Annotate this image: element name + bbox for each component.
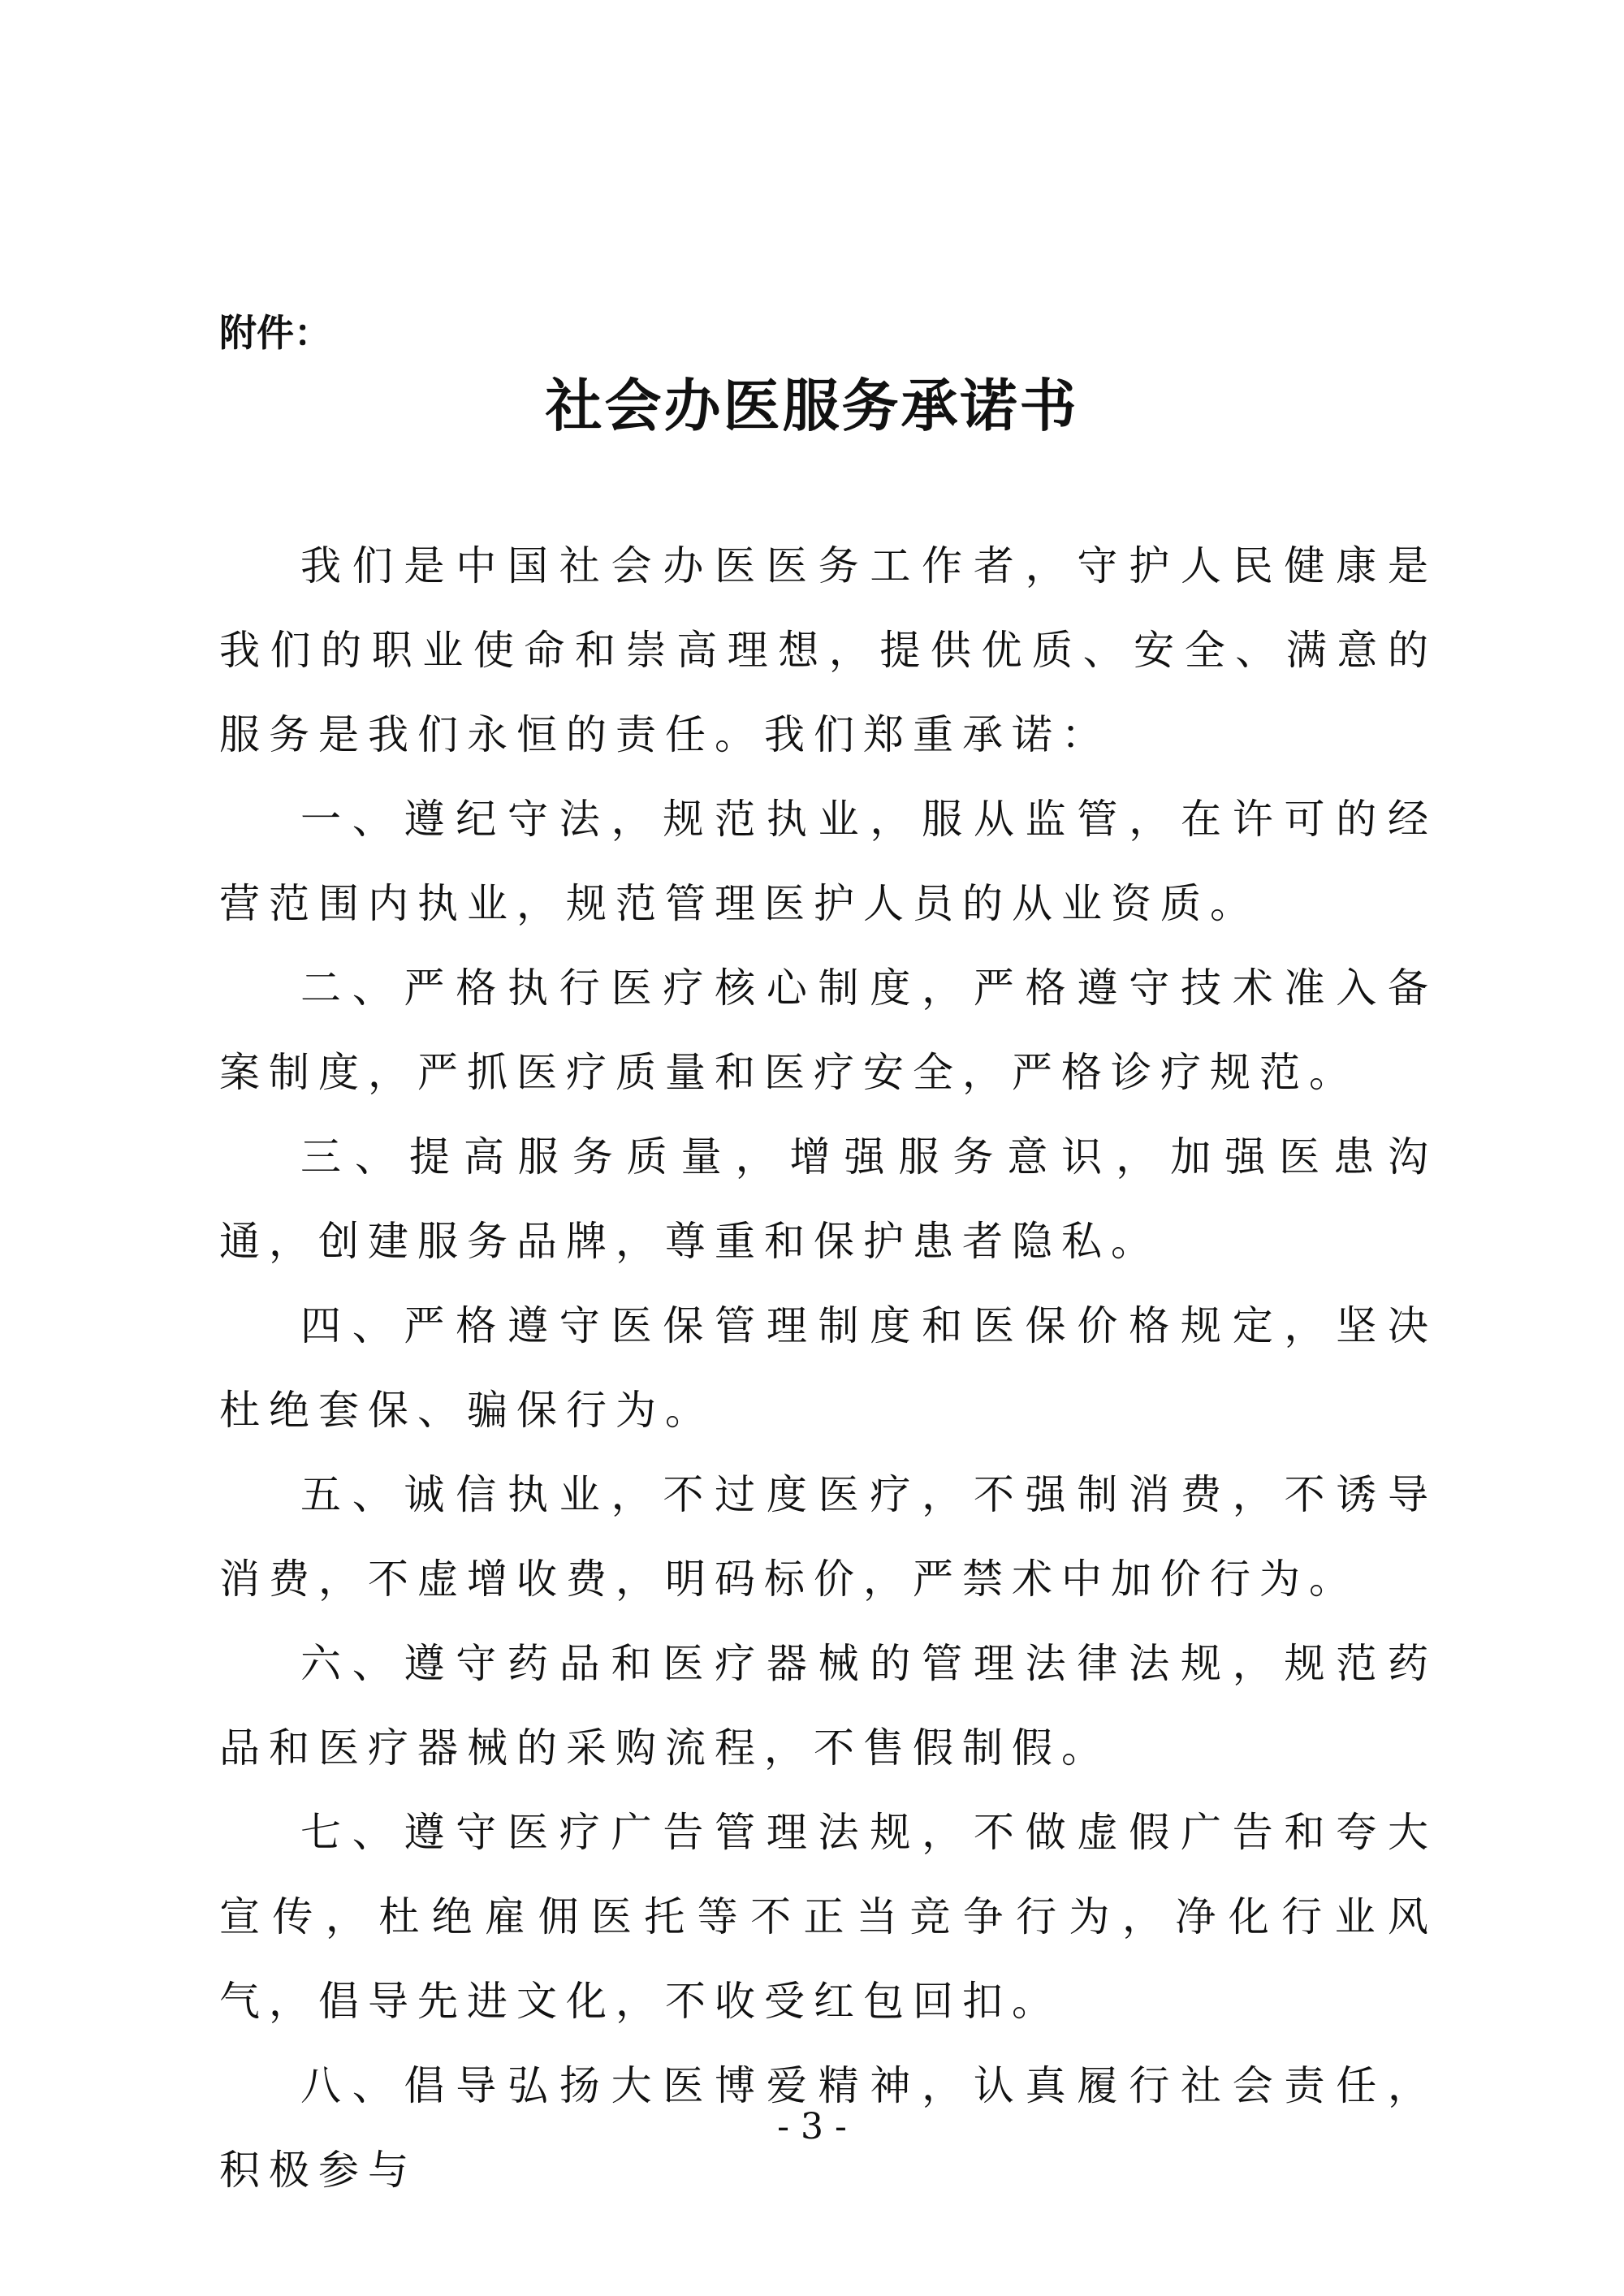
paragraph-item-6: 六、遵守药品和医疗器械的管理法律法规，规范药品和医疗器械的采购流程，不售假制假。 xyxy=(219,1640,1437,1772)
paragraph-item-7: 七、遵守医疗广告管理法规，不做虚假广告和夸大宣传，杜绝雇佣医托等不正当竞争行为，净化行业风气，倡导先进文化，不收受红包回扣。 xyxy=(219,1809,1437,2025)
paragraph-item-1: 一、遵纪守法，规范执业，服从监管，在许可的经营范围内执业，规范管理医护人员的从业资质。 xyxy=(219,796,1437,927)
paragraph-item-4: 四、严格遵守医保管理制度和医保价格规定，坚决杜绝套保、骗保行为。 xyxy=(219,1302,1437,1434)
paragraph-item-2: 二、严格执行医疗核心制度，严格遵守技术准入备案制度，严抓医疗质量和医疗安全，严格诊疗规范。 xyxy=(219,965,1437,1096)
attachment-label: 附件： xyxy=(219,311,331,355)
paragraph-item-5: 五、诚信执业，不过度医疗，不强制消费，不诱导消费，不虚增收费，明码标价，严禁术中加价行为。 xyxy=(219,1471,1437,1603)
paragraph-item-8: 八、倡导弘扬大医博爱精神，认真履行社会责任，积极参与 xyxy=(219,2062,1437,2194)
document-title: 社会办医服务承诺书 xyxy=(545,372,1079,439)
paragraph-item-3: 三、提高服务质量，增强服务意识，加强医患沟通，创建服务品牌，尊重和保护患者隐私。 xyxy=(219,1133,1437,1265)
page-number: - 3 - xyxy=(777,2106,847,2147)
document-body xyxy=(219,524,1437,2212)
paragraph-intro: 我们是中国社会办医医务工作者，守护人民健康是我们的职业使命和崇高理想，提供优质、安全、满意的服务是我们永恒的责任。我们郑重承诺： xyxy=(219,542,1437,758)
